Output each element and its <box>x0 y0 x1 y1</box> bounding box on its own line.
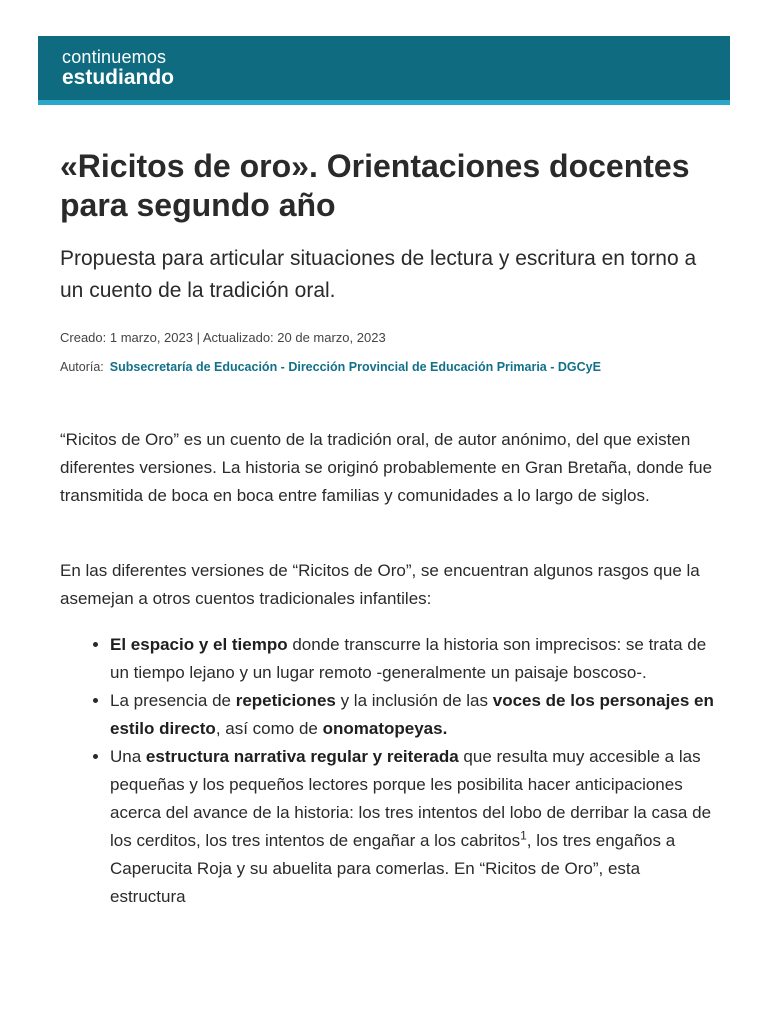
logo-text-top: continuemos <box>62 47 167 67</box>
bullet-bold: repeticiones <box>235 691 336 710</box>
logo-text-bottom: estudiando <box>62 66 175 89</box>
footnote-ref[interactable]: 1 <box>520 828 527 843</box>
site-header <box>38 36 730 105</box>
author-link[interactable]: Subsecretaría de Educación - Dirección Provincial de Educación Primaria - DGCyE <box>109 360 601 374</box>
bullet-text: La presencia de <box>110 691 236 710</box>
paragraph-intro: “Ricitos de Oro” es un cuento de la tradición oral, de autor anónimo, del que existen diferentes versiones. La historia se originó probablemente en Gran Bretaña, donde fue transmitida de boca en boca entre familias y comunidades a lo largo de siglos. <box>60 430 713 505</box>
bullet-bold: onomatopeyas. <box>322 719 448 738</box>
publication-dates: Creado: 1 marzo, 2023 | Actualizado: 20 de marzo, 2023 <box>60 330 386 345</box>
list-item <box>110 743 720 911</box>
page-subtitle: Propuesta para articular situaciones de lectura y escritura en torno a un cuento de la tradición oral. <box>60 247 697 302</box>
bullet-bold: El espacio y el tiempo <box>110 635 288 654</box>
bullet-bold: voces de los personajes en estilo directo <box>110 691 714 738</box>
bullet-text: , los tres engaños a Caperucita Roja y su abuelita para comerlas. En “Ricitos de Oro”, esta estructura <box>110 831 676 906</box>
list-item <box>110 631 720 687</box>
bullet-text: donde transcurre la historia son imprecisos: se trata de un tiempo lejano y un lugar remoto -generalmente un paisaje boscoso-. <box>110 635 707 682</box>
bullet-text: y la inclusión de las <box>335 691 493 710</box>
bullet-bold: estructura narrativa regular y reiterada <box>145 747 459 766</box>
list-item <box>110 687 720 743</box>
bullet-text: , así como de <box>215 719 323 738</box>
authorship <box>60 359 740 375</box>
site-logo[interactable] <box>62 48 174 88</box>
author-label: Autoría: <box>60 360 104 374</box>
bullet-text: que resulta muy accesible a las pequeñas y los pequeños lectores porque les posibilita hacer anticipaciones acerca del avance de la historia: los tres intentos del lobo de derribar la casa de los cerditos, los tres intentos de engañar a los cabritos <box>110 747 712 850</box>
features-list <box>60 631 720 911</box>
page-title: «Ricitos de oro». Orientaciones docentes para segundo año <box>60 148 690 223</box>
paragraph-features: En las diferentes versiones de “Ricitos de Oro”, se encuentran algunos rasgos que la asemejan a otros cuentos tradicionales infantiles: <box>60 561 700 608</box>
bullet-text: Una <box>110 747 146 766</box>
